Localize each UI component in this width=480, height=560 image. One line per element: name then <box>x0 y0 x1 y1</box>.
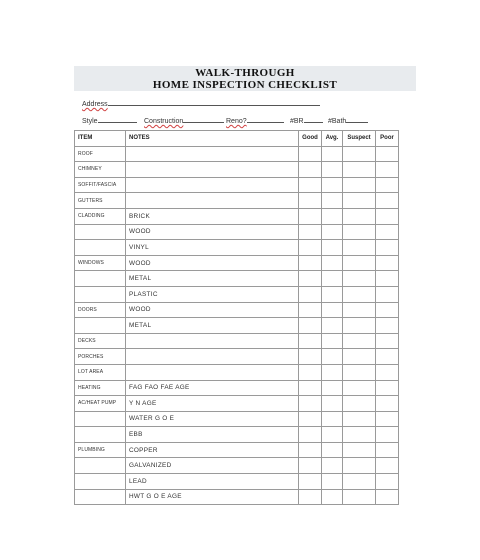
title-line-2: HOME INSPECTION CHECKLIST <box>152 79 338 91</box>
table-row <box>75 489 399 505</box>
notes-cell[interactable] <box>126 364 299 380</box>
good-cell[interactable] <box>299 208 322 224</box>
column-header-poor: Poor <box>376 131 399 147</box>
poor-cell[interactable] <box>376 255 399 271</box>
poor-cell[interactable] <box>376 489 399 505</box>
good-cell[interactable] <box>299 146 322 162</box>
reno-blank[interactable] <box>247 115 284 123</box>
avg-cell[interactable] <box>322 474 343 490</box>
notes-cell[interactable]: METAL <box>126 271 299 287</box>
table-row <box>75 349 399 365</box>
address-label: Address <box>82 101 108 108</box>
good-cell[interactable] <box>299 302 322 318</box>
notes-cell[interactable] <box>126 193 299 209</box>
good-cell[interactable] <box>299 380 322 396</box>
suspect-cell[interactable] <box>343 364 376 380</box>
br-blank[interactable] <box>304 115 323 123</box>
bath-label: #Bath <box>328 118 347 125</box>
poor-cell[interactable] <box>376 442 399 458</box>
item-cell <box>75 411 126 427</box>
avg-cell[interactable] <box>322 271 343 287</box>
item-cell: PORCHES <box>75 349 126 365</box>
notes-cell[interactable] <box>126 146 299 162</box>
item-cell: CLADDING <box>75 208 126 224</box>
suspect-cell[interactable] <box>343 411 376 427</box>
good-cell[interactable] <box>299 349 322 365</box>
poor-cell[interactable] <box>376 380 399 396</box>
good-cell[interactable] <box>299 177 322 193</box>
poor-cell[interactable] <box>376 318 399 334</box>
avg-cell[interactable] <box>322 318 343 334</box>
avg-cell[interactable] <box>322 224 343 240</box>
table-row <box>75 474 399 490</box>
item-cell: AC/HEAT PUMP <box>75 396 126 412</box>
suspect-cell[interactable] <box>343 318 376 334</box>
poor-cell[interactable] <box>376 396 399 412</box>
good-cell[interactable] <box>299 193 322 209</box>
checklist-page <box>74 66 416 134</box>
table-row <box>75 380 399 396</box>
table-row <box>75 271 399 287</box>
item-cell: DOORS <box>75 302 126 318</box>
table-row <box>75 427 399 443</box>
notes-cell[interactable] <box>126 349 299 365</box>
item-cell <box>75 286 126 302</box>
good-cell[interactable] <box>299 427 322 443</box>
item-cell <box>75 427 126 443</box>
good-cell[interactable] <box>299 364 322 380</box>
table-row <box>75 396 399 412</box>
address-field[interactable] <box>82 98 320 108</box>
poor-cell[interactable] <box>376 240 399 256</box>
suspect-cell[interactable] <box>343 286 376 302</box>
suspect-cell[interactable] <box>343 224 376 240</box>
inspection-table <box>74 130 399 505</box>
good-cell[interactable] <box>299 318 322 334</box>
suspect-cell[interactable] <box>343 193 376 209</box>
avg-cell[interactable] <box>322 240 343 256</box>
poor-cell[interactable] <box>376 177 399 193</box>
table-body <box>75 146 399 505</box>
avg-cell[interactable] <box>322 427 343 443</box>
suspect-cell[interactable] <box>343 458 376 474</box>
poor-cell[interactable] <box>376 349 399 365</box>
suspect-cell[interactable] <box>343 177 376 193</box>
bedrooms-field[interactable] <box>290 115 323 125</box>
item-cell <box>75 318 126 334</box>
avg-cell[interactable] <box>322 380 343 396</box>
avg-cell[interactable] <box>322 333 343 349</box>
item-cell <box>75 224 126 240</box>
poor-cell[interactable] <box>376 146 399 162</box>
suspect-cell[interactable] <box>343 442 376 458</box>
good-cell[interactable] <box>299 162 322 178</box>
suspect-cell[interactable] <box>343 208 376 224</box>
notes-cell[interactable]: Y N AGE <box>126 396 299 412</box>
column-header-notes: NOTES <box>126 131 299 147</box>
good-cell[interactable] <box>299 240 322 256</box>
item-cell: LOT AREA <box>75 364 126 380</box>
notes-cell[interactable]: BRICK <box>126 208 299 224</box>
suspect-cell[interactable] <box>343 380 376 396</box>
title-line-1: WALK-THROUGH <box>195 67 295 79</box>
avg-cell[interactable] <box>322 162 343 178</box>
good-cell[interactable] <box>299 333 322 349</box>
table-row <box>75 208 399 224</box>
suspect-cell[interactable] <box>343 474 376 490</box>
item-cell: GUTTERS <box>75 193 126 209</box>
avg-cell[interactable] <box>322 349 343 365</box>
avg-cell[interactable] <box>322 458 343 474</box>
good-cell[interactable] <box>299 396 322 412</box>
avg-cell[interactable] <box>322 396 343 412</box>
notes-cell[interactable]: EBB <box>126 427 299 443</box>
avg-cell[interactable] <box>322 411 343 427</box>
suspect-cell[interactable] <box>343 489 376 505</box>
notes-cell[interactable]: FAG FAO FAE AGE <box>126 380 299 396</box>
address-blank[interactable] <box>108 98 320 106</box>
suspect-cell[interactable] <box>343 240 376 256</box>
notes-cell[interactable]: COPPER <box>126 442 299 458</box>
poor-cell[interactable] <box>376 224 399 240</box>
avg-cell[interactable] <box>322 255 343 271</box>
avg-cell[interactable] <box>322 364 343 380</box>
poor-cell[interactable] <box>376 302 399 318</box>
construction-label: Construction <box>144 118 184 125</box>
item-cell: CHIMNEY <box>75 162 126 178</box>
notes-cell[interactable] <box>126 333 299 349</box>
poor-cell[interactable] <box>376 364 399 380</box>
title-band <box>74 66 416 91</box>
poor-cell[interactable] <box>376 162 399 178</box>
table-row <box>75 286 399 302</box>
notes-cell[interactable]: GALVANIZED <box>126 458 299 474</box>
good-cell[interactable] <box>299 442 322 458</box>
column-header-avg: Avg. <box>322 131 343 147</box>
item-cell <box>75 489 126 505</box>
table-row <box>75 318 399 334</box>
notes-cell[interactable]: METAL <box>126 318 299 334</box>
poor-cell[interactable] <box>376 271 399 287</box>
avg-cell[interactable] <box>322 193 343 209</box>
suspect-cell[interactable] <box>343 302 376 318</box>
suspect-cell[interactable] <box>343 349 376 365</box>
table-row <box>75 364 399 380</box>
item-cell <box>75 474 126 490</box>
br-label: #BR <box>290 118 304 125</box>
notes-cell[interactable] <box>126 177 299 193</box>
avg-cell[interactable] <box>322 208 343 224</box>
property-fields <box>74 91 416 134</box>
poor-cell[interactable] <box>376 286 399 302</box>
good-cell[interactable] <box>299 224 322 240</box>
notes-cell[interactable]: PLASTIC <box>126 286 299 302</box>
avg-cell[interactable] <box>322 302 343 318</box>
style-blank[interactable] <box>98 115 137 123</box>
item-cell: ROOF <box>75 146 126 162</box>
item-cell: HEATING <box>75 380 126 396</box>
item-cell <box>75 458 126 474</box>
column-header-suspect: Suspect <box>343 131 376 147</box>
table-row <box>75 193 399 209</box>
style-label: Style <box>82 118 98 125</box>
notes-cell[interactable] <box>126 162 299 178</box>
item-cell <box>75 271 126 287</box>
suspect-cell[interactable] <box>343 427 376 443</box>
table-row <box>75 302 399 318</box>
table-row <box>75 442 399 458</box>
good-cell[interactable] <box>299 474 322 490</box>
poor-cell[interactable] <box>376 427 399 443</box>
avg-cell[interactable] <box>322 146 343 162</box>
column-header-good: Good <box>299 131 322 147</box>
table-row <box>75 146 399 162</box>
notes-cell[interactable]: HWT G O E AGE <box>126 489 299 505</box>
table-row <box>75 177 399 193</box>
item-cell: SOFFIT/FASCIA <box>75 177 126 193</box>
table-row <box>75 162 399 178</box>
notes-cell[interactable]: LEAD <box>126 474 299 490</box>
item-cell: DECKS <box>75 333 126 349</box>
poor-cell[interactable] <box>376 458 399 474</box>
item-cell <box>75 240 126 256</box>
notes-cell[interactable]: WATER G O E <box>126 411 299 427</box>
suspect-cell[interactable] <box>343 333 376 349</box>
avg-cell[interactable] <box>322 489 343 505</box>
reno-label: Reno? <box>226 118 247 125</box>
table-row <box>75 458 399 474</box>
poor-cell[interactable] <box>376 208 399 224</box>
item-cell: PLUMBING <box>75 442 126 458</box>
poor-cell[interactable] <box>376 333 399 349</box>
notes-cell[interactable]: VINYL <box>126 240 299 256</box>
table-row <box>75 255 399 271</box>
good-cell[interactable] <box>299 411 322 427</box>
reno-field[interactable] <box>226 115 284 125</box>
suspect-cell[interactable] <box>343 162 376 178</box>
good-cell[interactable] <box>299 489 322 505</box>
column-header-item: ITEM <box>75 131 126 147</box>
suspect-cell[interactable] <box>343 146 376 162</box>
poor-cell[interactable] <box>376 411 399 427</box>
table-row <box>75 240 399 256</box>
table-row <box>75 224 399 240</box>
bathrooms-field[interactable] <box>328 115 368 125</box>
table-header-row <box>75 131 399 147</box>
notes-cell[interactable]: WOOD <box>126 255 299 271</box>
style-field[interactable] <box>82 115 137 125</box>
item-cell: WINDOWS <box>75 255 126 271</box>
construction-blank[interactable] <box>183 115 224 123</box>
good-cell[interactable] <box>299 271 322 287</box>
poor-cell[interactable] <box>376 193 399 209</box>
good-cell[interactable] <box>299 286 322 302</box>
good-cell[interactable] <box>299 255 322 271</box>
construction-field[interactable] <box>144 115 224 125</box>
avg-cell[interactable] <box>322 442 343 458</box>
suspect-cell[interactable] <box>343 271 376 287</box>
avg-cell[interactable] <box>322 177 343 193</box>
notes-cell[interactable]: WOOD <box>126 224 299 240</box>
bath-blank[interactable] <box>346 115 368 123</box>
poor-cell[interactable] <box>376 474 399 490</box>
avg-cell[interactable] <box>322 286 343 302</box>
notes-cell[interactable]: WOOD <box>126 302 299 318</box>
table-row <box>75 411 399 427</box>
suspect-cell[interactable] <box>343 396 376 412</box>
suspect-cell[interactable] <box>343 255 376 271</box>
good-cell[interactable] <box>299 458 322 474</box>
table-row <box>75 333 399 349</box>
